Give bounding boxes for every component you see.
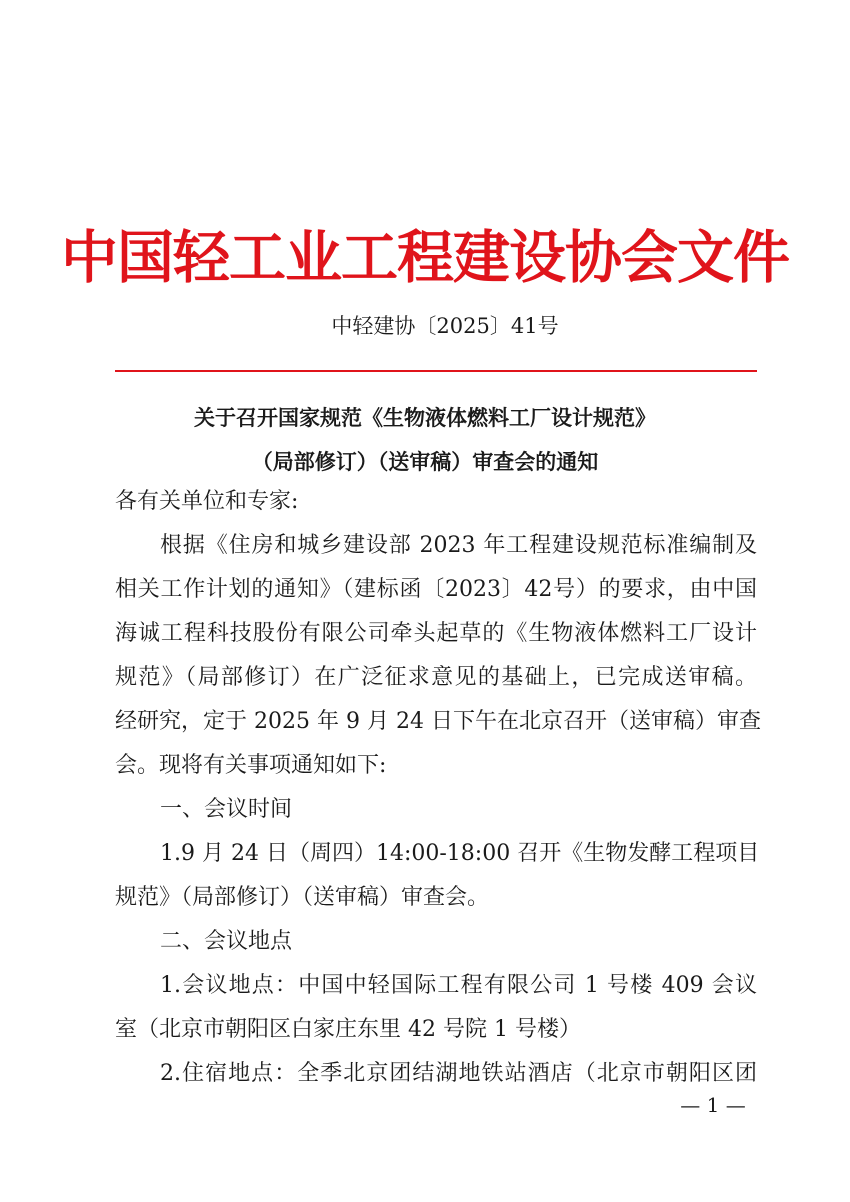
paragraph-1-line-5: 经研究，定于 2025 年 9 月 24 日下午在北京召开（送审稿）审查 [115,709,761,734]
red-divider [115,370,757,372]
issuer-title: 中国轻工业工程建设协会文件 [61,225,789,291]
paragraph-1-line-1: 根据《住房和城乡建设部 2023 年工程建设规范标准编制及 [160,533,757,558]
paragraph-1-line-2: 相关工作计划的通知》（建标函〔2023〕42号）的要求，由中国 [115,577,757,602]
section-2-heading: 二、会议地点 [160,929,293,954]
section-1-item-1-line-1: 1.9 月 24 日（周四）14:00-18:00 召开《生物发酵工程项目 [160,841,760,866]
notice-title-line-2: （局部修订）（送审稿）审查会的通知 [251,450,599,474]
page-number: — 1 — [680,1093,746,1117]
paragraph-1-line-6: 会。现将有关事项通知如下: [115,753,387,778]
document-number: 中轻建协〔2025〕41号 [331,314,559,338]
section-1-item-1-line-2: 规范》（局部修订）（送审稿）审查会。 [115,885,490,910]
notice-title-line-1: 关于召开国家规范《生物液体燃料工厂设计规范》 [194,406,656,430]
salutation: 各有关单位和专家: [115,489,299,514]
paragraph-1-line-3: 海诚工程科技股份有限公司牵头起草的《生物液体燃料工厂设计 [115,621,757,646]
section-2-item-2-line-1: 2.住宿地点：全季北京团结湖地铁站酒店（北京市朝阳区团 [160,1061,757,1086]
paragraph-1-line-4: 规范》（局部修订）在广泛征求意见的基础上，已完成送审稿。 [115,665,757,690]
section-2-item-1-line-1: 1.会议地点：中国中轻国际工程有限公司 1 号楼 409 会议 [160,973,757,998]
section-1-heading: 一、会议时间 [160,797,293,822]
section-2-item-1-line-2: 室（北京市朝阳区白家庄东里 42 号院 1 号楼） [115,1017,581,1042]
